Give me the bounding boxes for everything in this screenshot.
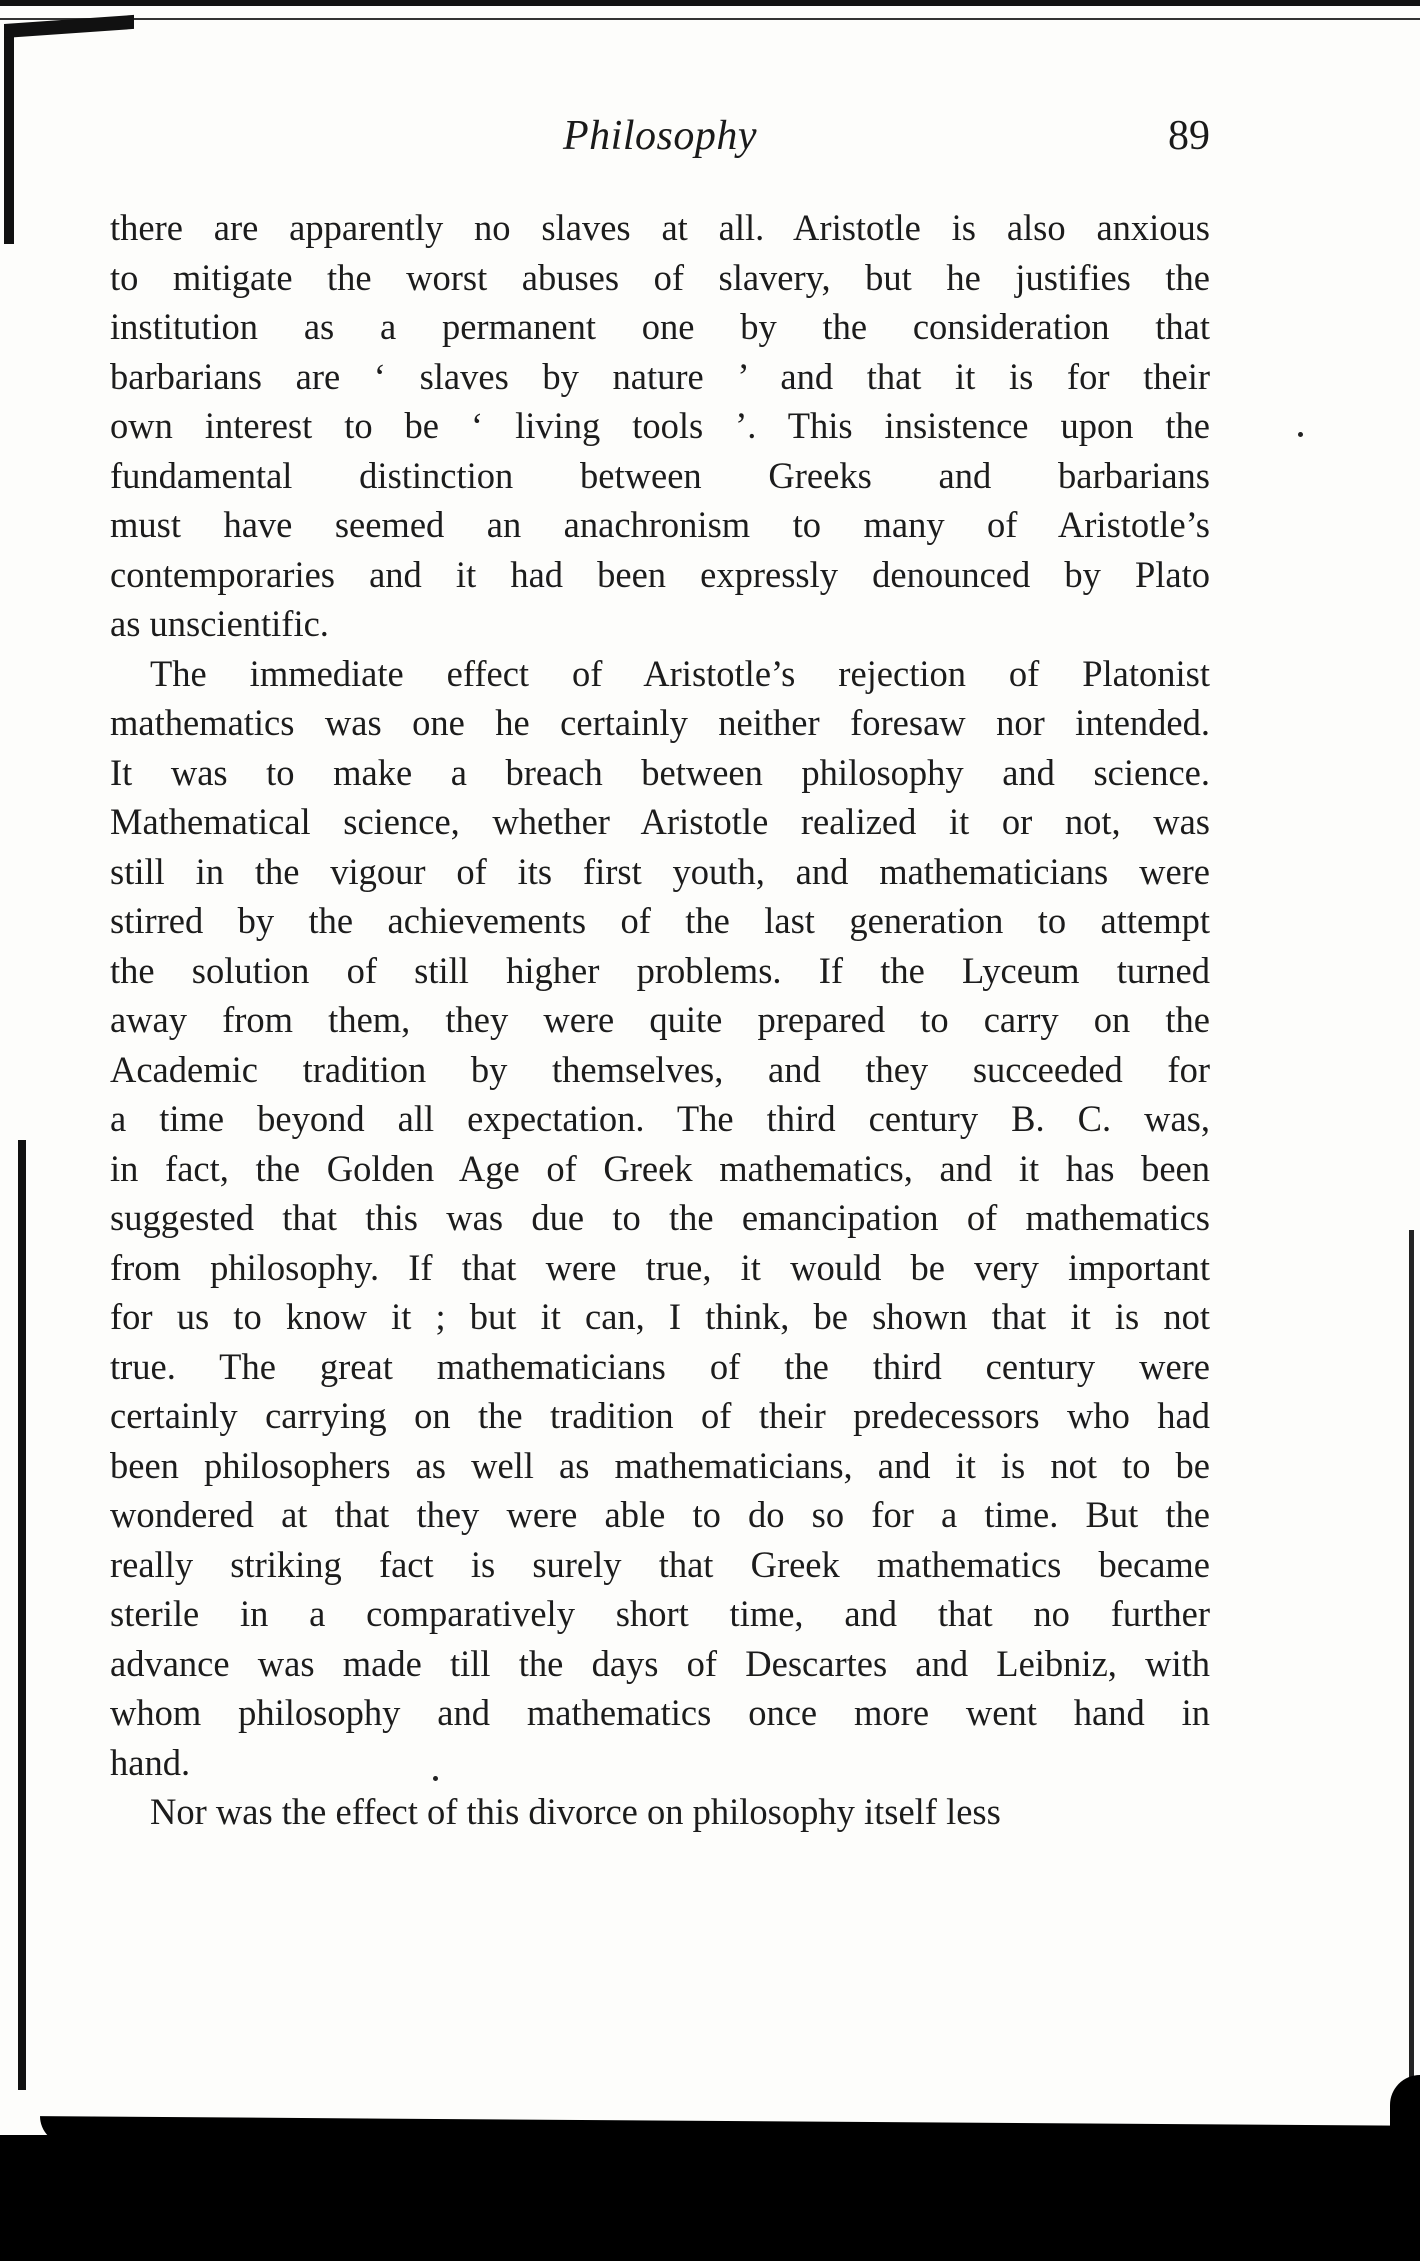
text-line: institution as a permanent one by the consideration that <box>110 306 1210 347</box>
text-line: Nor was the effect of this divorce on philosophy itself less <box>150 1791 1001 1832</box>
text-line: been philosophers as well as mathematicians, and it is not to be <box>110 1444 1210 1486</box>
text-line: the solution of still higher problems. If the Lyceum turned <box>110 949 1210 991</box>
running-head-title: Philosophy <box>563 113 757 159</box>
text-line: stirred by the achievements of the last generation to attempt <box>110 900 1210 941</box>
page-number: 89 <box>1168 113 1210 159</box>
scan-edge-left-top <box>4 24 14 244</box>
text-line: must have seemed an anachronism to many of Aristotle’s <box>110 504 1210 545</box>
body-text <box>110 203 1210 1837</box>
text-line: wondered at that they were able to do so for a time. But the <box>110 1494 1210 1535</box>
paragraph <box>110 649 1210 1788</box>
text-line: from philosophy. If that were true, it would be very important <box>110 1246 1210 1288</box>
scan-speck <box>1298 432 1303 437</box>
text-line: contemporaries and it had been expressly denounced by Plato <box>110 553 1210 595</box>
text-line: certainly carrying on the tradition of their predecessors who had <box>110 1395 1210 1436</box>
text-line: The immediate effect of Aristotle’s rejection of Platonist <box>150 652 1210 694</box>
text-line: sterile in a comparatively short time, and that no further <box>110 1593 1210 1634</box>
text-line: there are apparently no slaves at all. Aristotle is also anxious <box>110 207 1210 248</box>
text-line: It was to make a breach between philosophy and science. <box>110 751 1210 793</box>
text-line: Mathematical science, whether Aristotle realized it or not, was <box>110 801 1210 842</box>
text-line: whom philosophy and mathematics once more went hand in <box>110 1692 1210 1733</box>
text-line: Academic tradition by themselves, and they succeeded for <box>110 1048 1210 1090</box>
text-line: for us to know it ; but it can, I think, be shown that it is not <box>110 1296 1210 1337</box>
text-line: true. The great mathematicians of the third century were <box>110 1345 1210 1387</box>
text-line: advance was made till the days of Descartes and Leibniz, with <box>110 1642 1210 1684</box>
text-line: own interest to be ‘ living tools ’. This insistence upon the <box>110 405 1210 446</box>
paragraph <box>110 203 1210 649</box>
text-line: barbarians are ‘ slaves by nature ’ and that it is for their <box>110 355 1210 397</box>
paragraph <box>110 1787 1210 1837</box>
scan-border-top-thin <box>0 18 1420 20</box>
text-line: mathematics was one he certainly neither foresaw nor intended. <box>110 702 1210 743</box>
running-head <box>110 112 1210 172</box>
text-line: a time beyond all expectation. The third century B. C. was, <box>110 1098 1210 1139</box>
text-line: in fact, the Golden Age of Greek mathematics, and it has been <box>110 1147 1210 1189</box>
scan-edge-left <box>18 1140 26 2090</box>
text-line: still in the vigour of its first youth, and mathematicians were <box>110 850 1210 892</box>
text-line: as unscientific. <box>110 603 329 644</box>
scan-border-bottom <box>0 2135 1420 2261</box>
text-line: to mitigate the worst abuses of slavery, but he justifies the <box>110 256 1210 298</box>
text-line: really striking fact is surely that Greek mathematics became <box>110 1543 1210 1585</box>
text-line: fundamental distinction between Greeks and barbarians <box>110 454 1210 496</box>
scan-edge-right <box>1409 1230 1414 2130</box>
text-line: away from them, they were quite prepared to carry on the <box>110 999 1210 1040</box>
text-line: suggested that this was due to the emancipation of mathematics <box>110 1197 1210 1238</box>
text-line: hand. <box>110 1741 191 1783</box>
scan-border-top <box>0 0 1420 6</box>
